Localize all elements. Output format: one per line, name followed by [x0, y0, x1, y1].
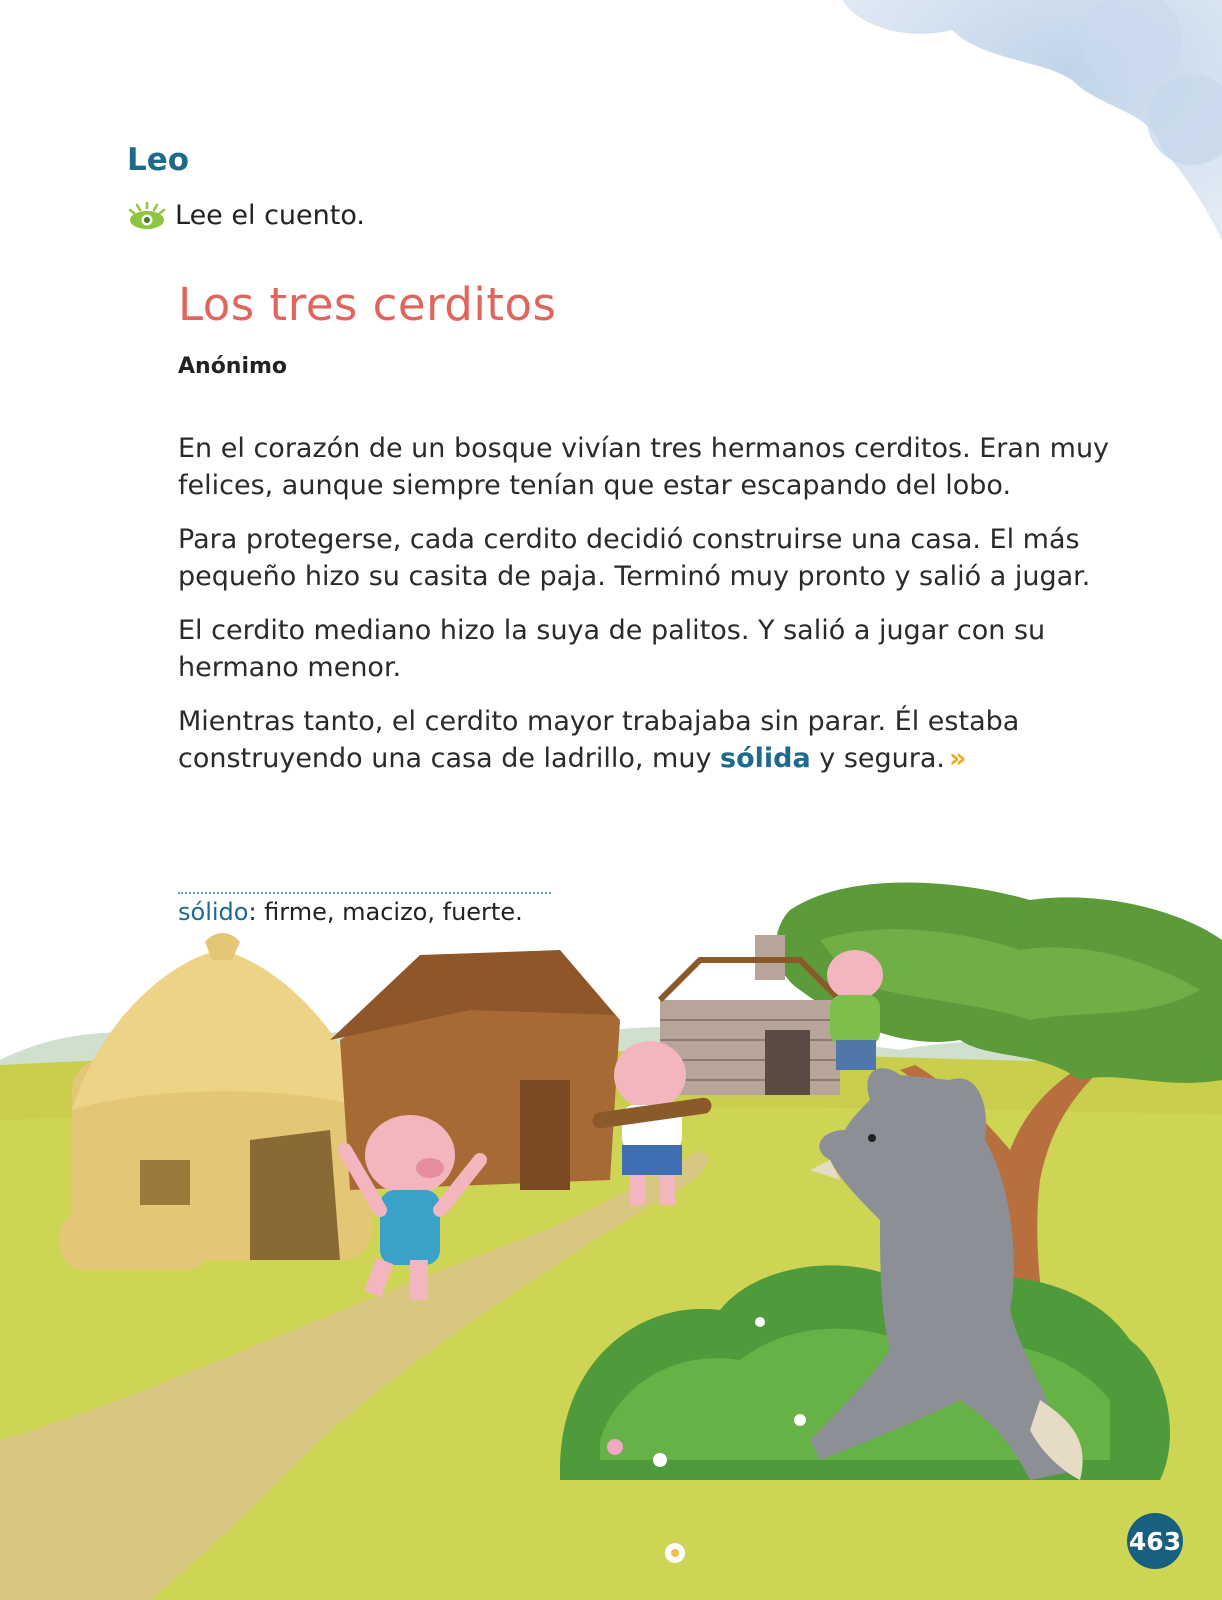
glossary-definition: : firme, macizo, fuerte. — [248, 898, 523, 926]
story-title: Los tres cerditos — [178, 278, 557, 331]
cloud-decoration — [802, 0, 1222, 240]
story-body — [178, 430, 1118, 794]
story-paragraph: Para protegerse, cada cerdito decidió construirse una casa. El más pequeño hizo su casita de paja. Terminó muy pronto y salió a jugar. — [178, 524, 1091, 592]
continue-arrow-icon: » — [949, 743, 967, 774]
story-illustration — [0, 880, 1222, 1600]
story-paragraph — [178, 703, 1118, 777]
story-author: Anónimo — [178, 354, 288, 379]
paragraph-text: y segura. — [810, 743, 946, 774]
section-title: Leo — [127, 142, 190, 178]
paragraph-text: Mientras tanto, el cerdito mayor trabajaba sin parar. Él estaba construyendo una casa de ladrillo, muy — [178, 706, 1020, 774]
instruction-text: Lee el cuento. — [175, 200, 365, 231]
story-paragraph: En el corazón de un bosque vivían tres hermanos cerditos. Eran muy felices, aunque siempre tenían que estar escapando del lobo. — [178, 433, 1110, 501]
page-number: 463 — [1127, 1513, 1183, 1569]
keyword-solida: sólida — [720, 743, 811, 774]
instruction — [127, 200, 365, 231]
eye-icon — [127, 201, 167, 231]
story-paragraph: El cerdito mediano hizo la suya de palitos. Y salió a jugar con su hermano menor. — [178, 615, 1046, 683]
glossary-term: sólido — [178, 898, 249, 926]
